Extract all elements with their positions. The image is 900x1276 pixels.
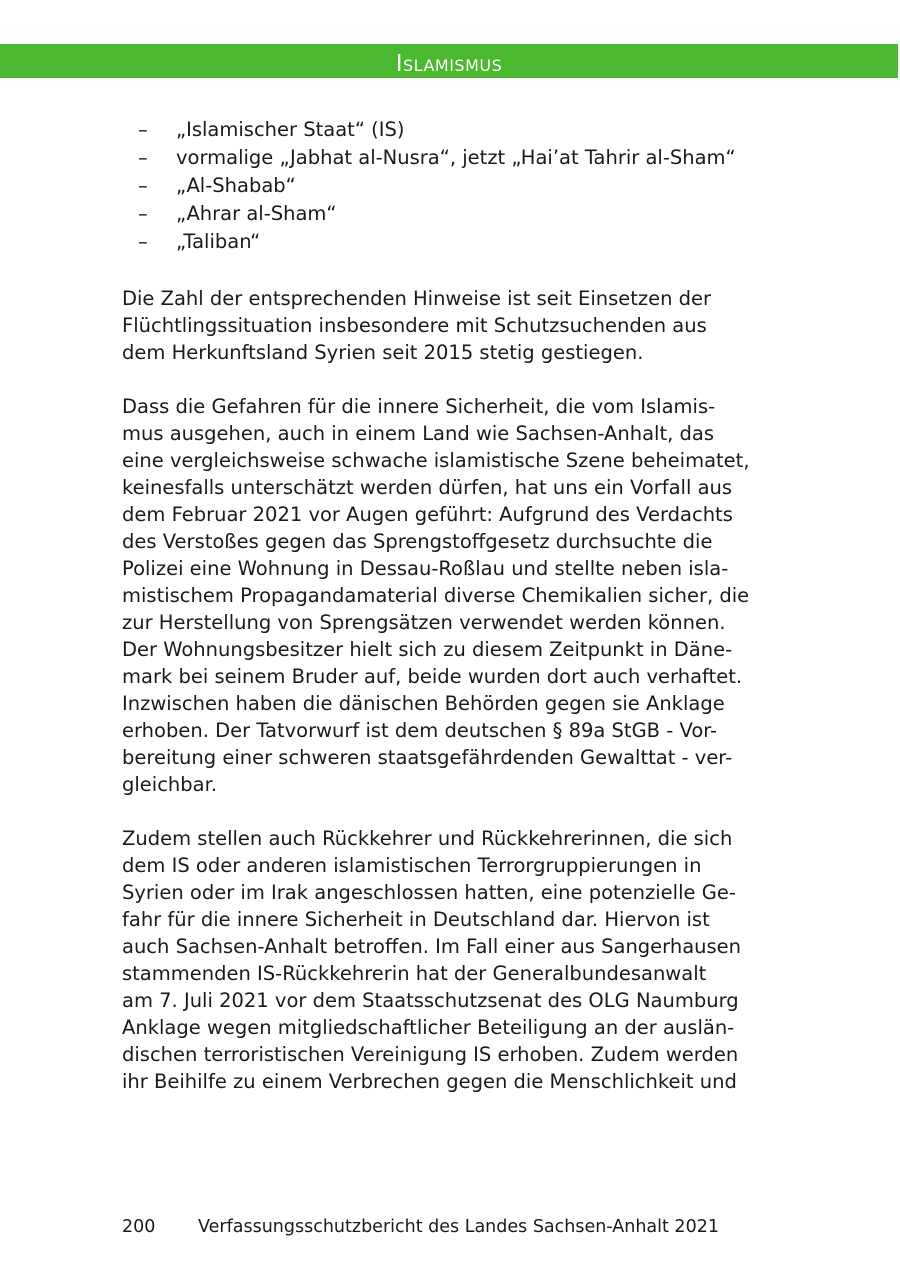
list-item-text: „Islamischer Staat“ (IS): [176, 118, 405, 141]
text-line: ihr Beihilfe zu einem Verbrechen gegen die Menschlichkeit und: [122, 1070, 737, 1093]
list-item: [122, 228, 782, 256]
text-line: Syrien oder im Irak angeschlossen hatten, eine potenzielle Ge-: [122, 881, 736, 904]
text-line: keinesfalls unterschätzt werden dürfen, hat uns ein Vorfall aus: [122, 476, 733, 499]
text-line: auch Sachsen-Anhalt betroffen. Im Fall einer aus Sangerhausen: [122, 935, 742, 958]
text-line: erhoben. Der Tatvorwurf ist dem deutschen § 89a StGB - Vor-: [122, 719, 718, 742]
text-line: mistischem Propagandamaterial diverse Chemikalien sicher, die: [122, 584, 750, 607]
text-line: fahr für die innere Sicherheit in Deutschland dar. Hiervon ist: [122, 908, 710, 931]
text-line: mus ausgehen, auch in einem Land wie Sachsen-Anhalt, das: [122, 422, 714, 445]
organization-list: [122, 116, 782, 256]
paragraph-returnees: [122, 825, 782, 1095]
list-item: [122, 172, 782, 200]
text-line: Der Wohnungsbesitzer hielt sich zu diesem Zeitpunkt in Däne-: [122, 638, 733, 661]
dash-bullet: –: [138, 146, 148, 169]
text-line: dischen terroristischen Vereinigung IS erhoben. Zudem werden: [122, 1043, 739, 1066]
paragraph-refugee-situation: [122, 285, 782, 366]
list-item-text: vormalige „Jabhat al-Nusra“, jetzt „Hai’at Tahrir al-Sham“: [176, 146, 736, 169]
page-footer: [122, 1216, 719, 1238]
list-item-text: „Taliban“: [176, 230, 261, 253]
section-header-bar: [0, 44, 898, 78]
page-content: [122, 116, 782, 1122]
text-line: Flüchtlingssituation insbesondere mit Schutzsuchenden aus: [122, 314, 707, 337]
list-item-text: „Al-Shabab“: [176, 174, 296, 197]
dash-bullet: –: [138, 118, 148, 141]
text-line: Inzwischen haben die dänischen Behörden gegen sie Anklage: [122, 692, 725, 715]
text-line: dem IS oder anderen islamistischen Terrorgruppierungen in: [122, 854, 702, 877]
text-line: am 7. Juli 2021 vor dem Staatsschutzsenat des OLG Naumburg: [122, 989, 739, 1012]
dash-bullet: –: [138, 202, 148, 225]
text-line: Anklage wegen mitgliedschaftlicher Beteiligung an der auslän-: [122, 1016, 735, 1039]
text-line: bereitung einer schweren staatsgefährdenden Gewalttat - ver-: [122, 746, 733, 769]
text-line: dem Herkunftsland Syrien seit 2015 stetig gestiegen.: [122, 341, 644, 364]
page-number: 200: [122, 1217, 156, 1237]
text-line: dem Februar 2021 vor Augen geführt: Aufgrund des Verdachts: [122, 503, 733, 526]
text-line: Dass die Gefahren für die innere Sicherheit, die vom Islamis-: [122, 395, 716, 418]
dash-bullet: –: [138, 174, 148, 197]
list-item: [122, 116, 782, 144]
text-line: Zudem stellen auch Rückkehrer und Rückkehrerinnen, die sich: [122, 827, 733, 850]
text-line: stammenden IS-Rückkehrerin hat der Generalbundesanwalt: [122, 962, 707, 985]
publication-title: Verfassungsschutzbericht des Landes Sachsen-Anhalt 2021: [198, 1217, 719, 1237]
section-title: Islamismus: [395, 51, 503, 77]
text-line: gleichbar.: [122, 773, 218, 796]
text-line: Die Zahl der entsprechenden Hinweise ist seit Einsetzen der: [122, 287, 712, 310]
text-line: zur Herstellung von Sprengsätzen verwendet werden können.: [122, 611, 726, 634]
text-line: Polizei eine Wohnung in Dessau-Roßlau und stellte neben isla-: [122, 557, 729, 580]
paragraph-dessau-incident: [122, 393, 782, 798]
text-line: des Verstoßes gegen das Sprengstoffgesetz durchsuchte die: [122, 530, 713, 553]
text-line: mark bei seinem Bruder auf, beide wurden dort auch verhaftet.: [122, 665, 743, 688]
list-item: [122, 200, 782, 228]
list-item-text: „Ahrar al-Sham“: [176, 202, 337, 225]
text-line: eine vergleichsweise schwache islamistische Szene beheimatet,: [122, 449, 750, 472]
dash-bullet: –: [138, 230, 148, 253]
list-item: [122, 144, 782, 172]
